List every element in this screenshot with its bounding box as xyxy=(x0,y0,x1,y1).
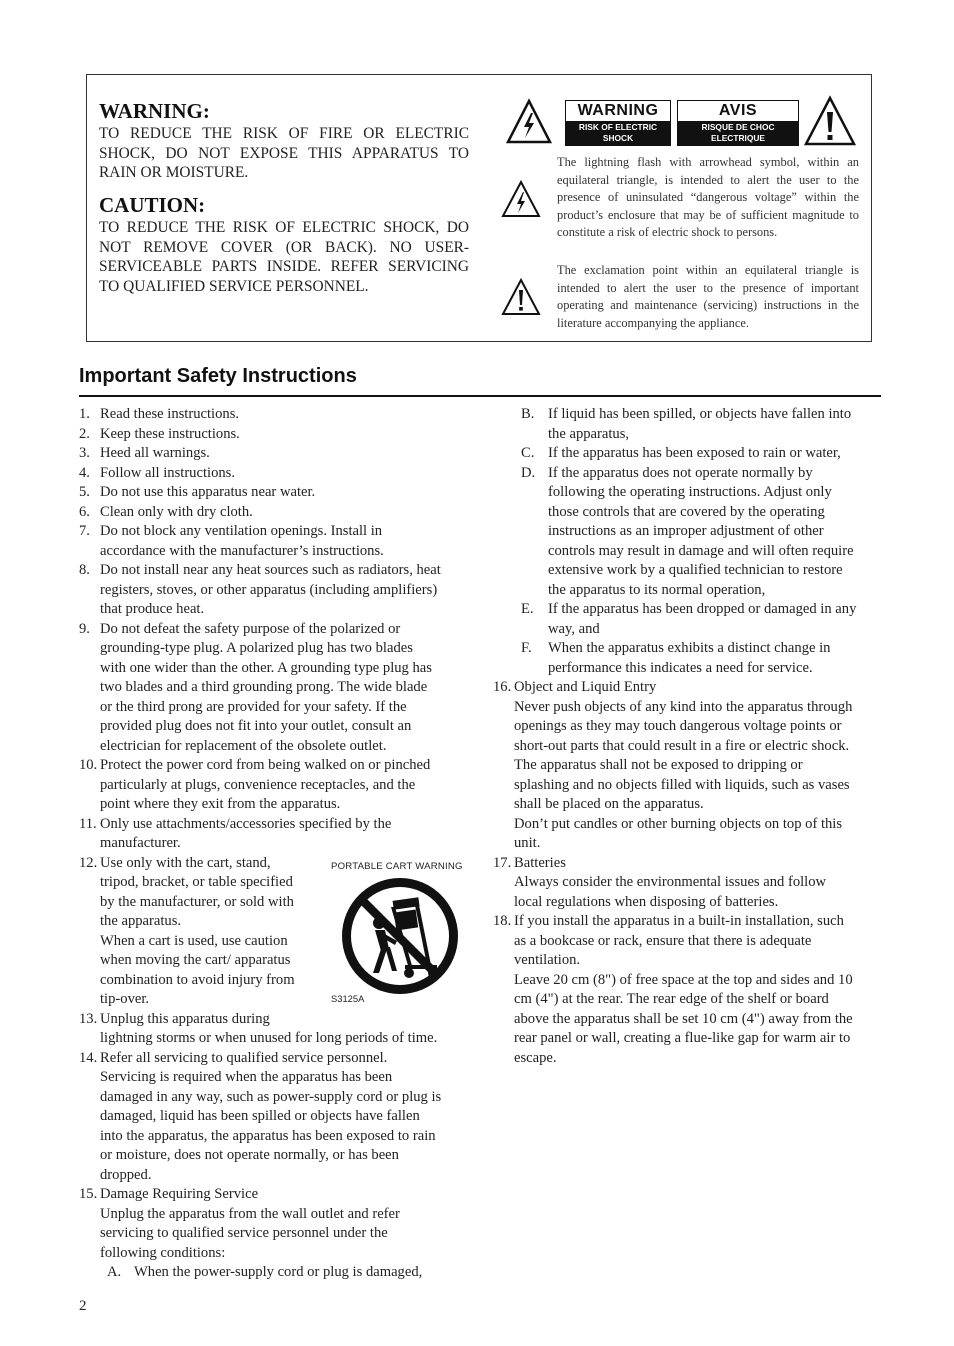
list-line xyxy=(79,620,479,640)
list-number: 13. xyxy=(79,1010,98,1027)
list-number: 1. xyxy=(79,406,90,422)
list-text: Do not defeat the safety purpose of the polarized or xyxy=(100,620,401,637)
list-line xyxy=(493,912,883,932)
lightning-triangle-icon xyxy=(505,97,553,145)
warning-label xyxy=(565,100,671,154)
list-text: or moisture, does not operate normally, or has been xyxy=(100,1147,399,1163)
list-text: Do not use this apparatus near water. xyxy=(100,484,316,500)
list-line xyxy=(493,990,883,1010)
list-line xyxy=(79,1263,479,1283)
cart-figure-code: S3125A xyxy=(331,993,365,1004)
list-number: 16. xyxy=(493,679,512,695)
list-text: escape. xyxy=(514,1049,557,1066)
list-number: 2. xyxy=(79,425,90,442)
list-line xyxy=(493,717,883,737)
list-text: If you install the apparatus in a built-in installation, such xyxy=(514,913,844,929)
right-column xyxy=(493,405,883,1068)
list-text: the apparatus. xyxy=(100,913,182,929)
list-number: 9. xyxy=(79,620,90,637)
section-title: Important Safety Instructions xyxy=(79,365,357,387)
list-number: 11. xyxy=(79,815,97,832)
list-text: Batteries xyxy=(514,854,566,871)
list-text: Use only with the cart, stand, xyxy=(100,854,271,871)
list-text: above the apparatus shall be set 10 cm (4") away from the xyxy=(514,1010,853,1027)
list-line xyxy=(79,1146,479,1166)
list-line xyxy=(493,425,883,445)
list-line xyxy=(493,522,883,542)
list-text: combination to avoid injury from xyxy=(100,971,295,988)
list-number: C. xyxy=(521,445,535,461)
list-text: following the operating instructions. Adjust only xyxy=(548,484,832,500)
list-line xyxy=(79,717,479,737)
list-text: When the power-supply cord or plug is damaged, xyxy=(134,1264,423,1280)
list-line xyxy=(79,1166,479,1186)
list-line xyxy=(79,600,479,620)
list-line xyxy=(493,932,883,952)
exclamation-description: The exclamation point within an equilateral triangle is intended to alert the user to the presence of important operating and maintenance (servicing) instructions in the literature accompanying the appliance. xyxy=(557,263,859,330)
list-text: into the apparatus, the apparatus has been exposed to rain xyxy=(100,1127,436,1144)
list-line xyxy=(79,483,479,503)
list-line xyxy=(79,1244,479,1264)
list-text: instructions as an improper adjustment of other xyxy=(548,523,824,539)
list-text: Only use attachments/accessories specified by the xyxy=(100,815,392,832)
list-text: when moving the cart/ apparatus xyxy=(100,952,291,968)
list-text: openings as they may touch dangerous voltage points or xyxy=(514,718,842,734)
list-line xyxy=(79,737,479,757)
list-text: Follow all instructions. xyxy=(100,464,235,481)
list-text: lightning storms or when unused for long periods of time. xyxy=(100,1030,438,1046)
list-text: Damage Requiring Service xyxy=(100,1186,259,1202)
warning-label-line2: DO NOT OPEN xyxy=(588,144,648,154)
list-number: 5. xyxy=(79,484,90,500)
list-line xyxy=(493,756,883,776)
list-text: short-out parts that could result in a fire or electric shock. xyxy=(514,737,850,754)
list-line xyxy=(79,1107,479,1127)
list-text: Unplug this apparatus during xyxy=(100,1010,270,1027)
list-text: controls may result in damage and will often require xyxy=(548,542,854,559)
list-text: Heed all warnings. xyxy=(100,445,210,461)
list-line xyxy=(79,1010,479,1030)
avis-label xyxy=(677,100,799,154)
list-text: rear panel or wall, creating a flue-like gap for warm air to xyxy=(514,1030,851,1046)
list-text: The apparatus shall not be exposed to dripping or xyxy=(514,757,803,773)
list-number: E. xyxy=(521,601,534,617)
list-line xyxy=(493,620,883,640)
list-text: with one wider than the other. A grounding type plug has xyxy=(100,659,432,676)
list-text: If the apparatus has been dropped or damaged in any xyxy=(548,601,857,617)
list-line xyxy=(493,561,883,581)
left-column xyxy=(79,405,479,1283)
list-line xyxy=(79,522,479,542)
list-number: 4. xyxy=(79,464,90,481)
list-line xyxy=(493,737,883,757)
list-text: Do not install near any heat sources such as radiators, heat xyxy=(100,562,441,578)
list-line xyxy=(493,854,883,874)
list-text: dropped. xyxy=(100,1166,152,1183)
warning-text: TO REDUCE THE RISK OF FIRE OR ELECTRIC SHOCK, DO NOT EXPOSE THIS APPARATUS TO RAIN OR MOISTURE. xyxy=(99,125,469,181)
list-text: following conditions: xyxy=(100,1244,226,1261)
list-line xyxy=(79,1088,479,1108)
list-text: electrician for replacement of the obsolete outlet. xyxy=(100,737,387,754)
list-text: Keep these instructions. xyxy=(100,425,240,442)
list-text: as a bookcase or rack, ensure that there is adequate xyxy=(514,932,812,949)
list-line xyxy=(79,815,479,835)
list-number: B. xyxy=(521,406,535,422)
list-text: tip-over. xyxy=(100,991,150,1007)
list-text: by the manufacturer, or sold with xyxy=(100,893,294,910)
list-number: 3. xyxy=(79,445,90,461)
list-text: unit. xyxy=(514,835,541,851)
caution-title: CAUTION: xyxy=(99,193,206,217)
list-line xyxy=(493,776,883,796)
list-text: damaged, liquid has been spilled or objects have fallen xyxy=(100,1108,420,1124)
list-text: Servicing is required when the apparatus has been xyxy=(100,1069,393,1085)
exclamation-triangle-icon xyxy=(803,95,857,147)
list-text: way, and xyxy=(548,620,600,637)
list-line xyxy=(493,834,883,854)
list-line xyxy=(493,503,883,523)
warning-title: WARNING: xyxy=(99,99,210,123)
list-text: servicing to qualified service personnel under the xyxy=(100,1225,388,1241)
list-line xyxy=(79,1224,479,1244)
list-number: 18. xyxy=(493,913,512,929)
list-line xyxy=(493,971,883,991)
list-text: particularly at plugs, convenience receptacles, and the xyxy=(100,776,416,793)
list-line xyxy=(79,756,479,776)
list-number: 17. xyxy=(493,854,512,871)
list-line xyxy=(493,893,883,913)
list-number: 14. xyxy=(79,1049,98,1066)
list-text: tripod, bracket, or table specified xyxy=(100,874,293,890)
list-line xyxy=(79,581,479,601)
list-text: local regulations when disposing of batteries. xyxy=(514,893,779,910)
list-line xyxy=(493,795,883,815)
list-line xyxy=(493,483,883,503)
list-number: 12. xyxy=(79,854,98,871)
list-line xyxy=(79,776,479,796)
list-line xyxy=(493,600,883,620)
warning-box xyxy=(86,74,872,342)
list-line xyxy=(79,405,479,425)
list-line xyxy=(79,503,479,523)
list-line xyxy=(79,542,479,562)
list-text: damaged in any way, such as power-supply cord or plug is xyxy=(100,1088,442,1105)
list-text: If the apparatus does not operate normally by xyxy=(548,464,813,481)
avis-label-line1: RISQUE DE CHOC ELECTRIQUE xyxy=(701,122,775,143)
list-text: Never push objects of any kind into the apparatus through xyxy=(514,698,853,715)
list-line xyxy=(493,581,883,601)
page-number: 2 xyxy=(79,1298,87,1314)
list-text: ventilation. xyxy=(514,952,581,968)
exclamation-symbol-icon xyxy=(501,277,541,317)
list-number: 6. xyxy=(79,503,90,520)
list-number: 15. xyxy=(79,1186,98,1202)
list-line xyxy=(79,1185,479,1205)
list-text: accordance with the manufacturer’s instructions. xyxy=(100,542,384,559)
list-number: A. xyxy=(107,1264,122,1280)
list-text: provided plug does not fit into your outlet, consult an xyxy=(100,718,412,734)
list-line xyxy=(493,1010,883,1030)
warning-label-line1: RISK OF ELECTRIC SHOCK xyxy=(578,122,658,143)
list-text: registers, stoves, or other apparatus (including amplifiers) xyxy=(100,581,438,598)
list-line xyxy=(493,542,883,562)
list-text: performance this indicates a need for service. xyxy=(548,659,813,676)
list-text: point where they exit from the apparatus. xyxy=(100,796,341,812)
list-number: 7. xyxy=(79,523,90,539)
warning-label-head: WARNING xyxy=(566,101,670,121)
list-number: 8. xyxy=(79,562,90,578)
caution-text: TO REDUCE THE RISK OF ELECTRIC SHOCK, DO NOT REMOVE COVER (OR BACK). NO USER-SERVICEABLE PARTS INSIDE. REFER SERVICING TO QUALIFIED SERVICE PERSONNEL. xyxy=(99,219,469,295)
list-text: Do not block any ventilation openings. Install in xyxy=(100,523,383,539)
list-line xyxy=(79,795,479,815)
section-divider xyxy=(79,395,881,397)
avis-label-line2: NE PAS OUVRIR xyxy=(705,144,771,154)
list-text: Refer all servicing to qualified service personnel. xyxy=(100,1049,388,1066)
list-line xyxy=(79,1205,479,1225)
list-text: or the third prong are provided for your safety. If the xyxy=(100,698,407,715)
list-line xyxy=(493,639,883,659)
list-line xyxy=(79,1127,479,1147)
list-line xyxy=(493,698,883,718)
list-line xyxy=(79,678,479,698)
list-line xyxy=(493,678,883,698)
list-text: shall be placed on the apparatus. xyxy=(514,796,704,812)
list-line xyxy=(79,1029,479,1049)
list-line xyxy=(79,561,479,581)
list-text: If the apparatus has been exposed to rain or water, xyxy=(548,445,841,461)
avis-label-head: AVIS xyxy=(678,101,798,121)
list-line xyxy=(493,873,883,893)
list-text: extensive work by a qualified technician to restore xyxy=(548,562,843,578)
list-line xyxy=(493,1049,883,1069)
list-line xyxy=(493,405,883,425)
list-line xyxy=(79,425,479,445)
list-line xyxy=(493,464,883,484)
list-text: If liquid has been spilled, or objects have fallen into xyxy=(548,406,852,422)
list-line xyxy=(79,698,479,718)
lightning-symbol-icon xyxy=(501,179,541,219)
cart-caption: PORTABLE CART WARNING xyxy=(331,861,463,872)
list-text: Always consider the environmental issues and follow xyxy=(514,874,827,890)
list-line xyxy=(493,951,883,971)
list-line xyxy=(79,464,479,484)
list-line xyxy=(493,659,883,679)
list-text: two blades and a third grounding prong. The wide blade xyxy=(100,679,428,695)
list-text: Don’t put candles or other burning objects on top of this xyxy=(514,815,843,832)
list-number: D. xyxy=(521,464,536,481)
list-text: Leave 20 cm (8") of free space at the top and sides and 10 xyxy=(514,971,853,988)
portable-cart-warning-icon xyxy=(339,877,461,995)
list-text: that produce heat. xyxy=(100,601,205,617)
list-line xyxy=(79,444,479,464)
list-text: manufacturer. xyxy=(100,835,181,851)
warning-label-body xyxy=(566,121,670,154)
list-number: 10. xyxy=(79,757,98,773)
list-text: When a cart is used, use caution xyxy=(100,932,288,949)
avis-label-body xyxy=(678,121,798,154)
list-text: splashing and no objects filled with liquids, such as vases xyxy=(514,776,850,793)
list-line xyxy=(79,1068,479,1088)
list-text: Read these instructions. xyxy=(100,406,240,422)
list-line xyxy=(493,444,883,464)
list-line xyxy=(79,1049,479,1069)
list-text: the apparatus to its normal operation, xyxy=(548,581,766,598)
list-line xyxy=(79,659,479,679)
list-text: those controls that are covered by the operating xyxy=(548,503,825,520)
list-number: F. xyxy=(521,640,532,656)
list-text: cm (4") at the rear. The rear edge of the shelf or board xyxy=(514,991,829,1007)
lightning-description: The lightning flash with arrowhead symbol, within an equilateral triangle, is intended to alert the user to the presence of uninsulated “dangerous voltage” within the product’s enclosure that may be of sufficient magnitude to constitute a risk of electric shock to persons. xyxy=(557,155,859,239)
list-text: Protect the power cord from being walked on or pinched xyxy=(100,757,431,773)
list-line xyxy=(79,834,479,854)
list-text: Clean only with dry cloth. xyxy=(100,503,253,520)
list-text: Unplug the apparatus from the wall outlet and refer xyxy=(100,1205,400,1222)
list-line xyxy=(493,815,883,835)
list-line xyxy=(79,639,479,659)
list-text: Object and Liquid Entry xyxy=(514,679,657,695)
list-line xyxy=(493,1029,883,1049)
list-text: When the apparatus exhibits a distinct change in xyxy=(548,640,831,656)
list-text: the apparatus, xyxy=(548,425,630,442)
list-text: grounding-type plug. A polarized plug has two blades xyxy=(100,640,413,656)
